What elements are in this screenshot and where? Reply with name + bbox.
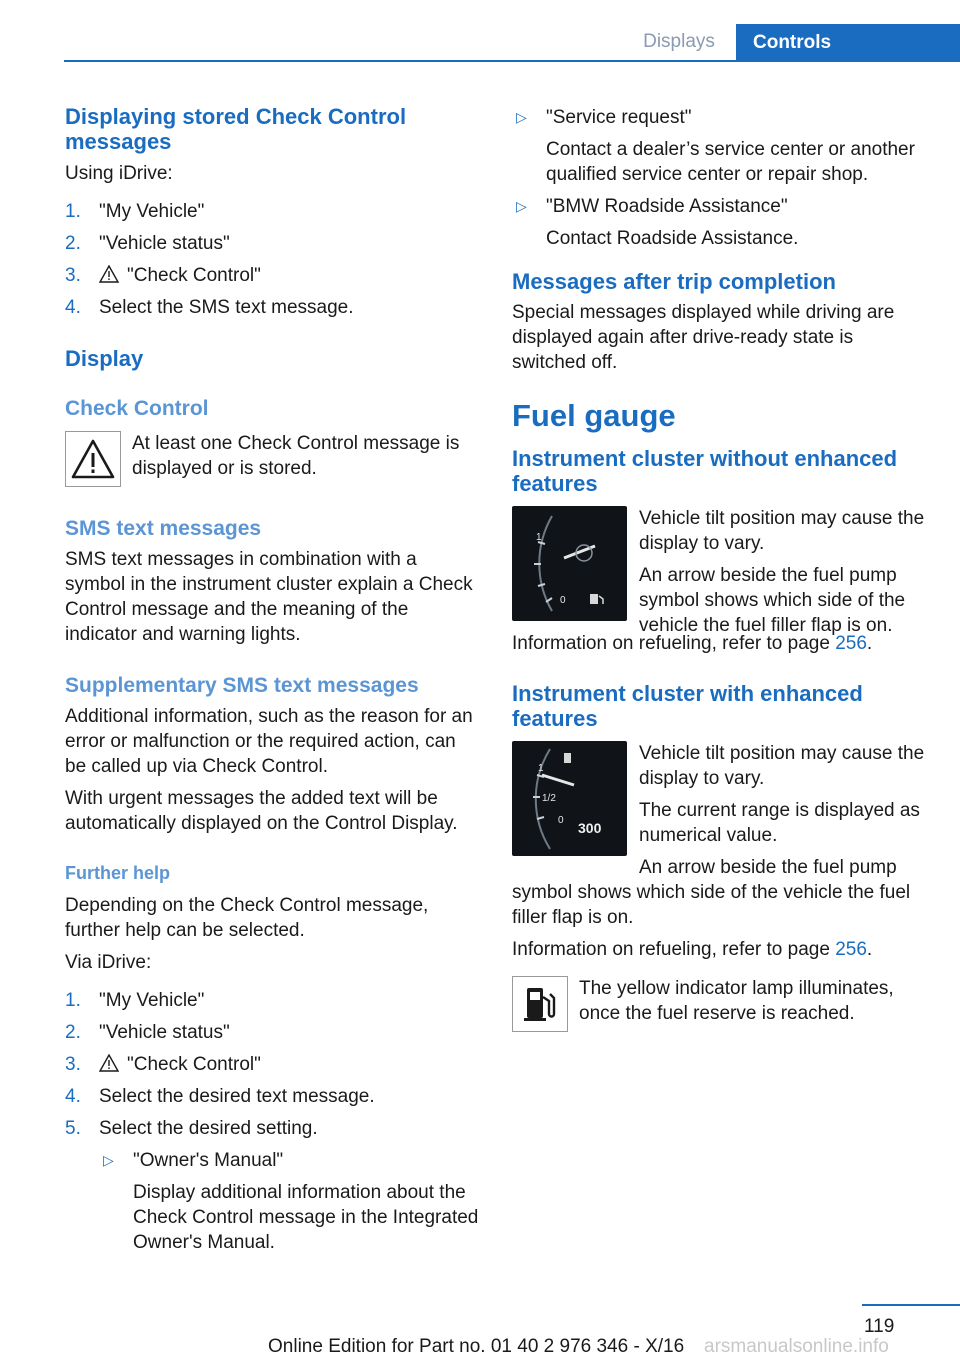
header-rule	[64, 60, 960, 62]
using-idrive-text: Using iDrive:	[65, 163, 173, 184]
fuel-gauge-block-2	[512, 741, 932, 930]
after-trip-text: Special messages displayed while driving are displayed again after drive-ready state is switched off.	[512, 302, 895, 373]
further-help-steps-list	[65, 988, 480, 1255]
edition-text: Online Edition for Part no. 01 40 2 976 346 - X/16	[268, 1336, 685, 1357]
list-item: 1. "My Vehicle"	[65, 201, 205, 222]
heading-display: Display	[65, 346, 144, 371]
heading-without-enhanced: Instrument cluster without enhanced features	[512, 446, 898, 496]
via-idrive-text: Via iDrive:	[65, 952, 152, 973]
idrive-steps-list	[65, 199, 480, 320]
check-control-block	[65, 431, 480, 491]
warning-triangle-icon	[99, 265, 119, 283]
tilt-text-1: Vehicle tilt position may cause the display to vary.	[639, 508, 925, 554]
refuel-info-2: Information on refueling, refer to page 256.	[512, 939, 873, 960]
range-text: The current range is displayed as numerical value.	[639, 800, 920, 846]
list-item: 3. "Check Control"	[65, 265, 261, 286]
setting-options-list-cont	[512, 105, 932, 251]
list-item: 4. Select the SMS text message.	[65, 297, 354, 318]
arrow-text-2: An arrow beside the fuel pump symbol shows which side of the vehicle the fuel filler flap is on.	[512, 857, 911, 928]
list-item: 4. Select the desired text message.	[65, 1086, 375, 1107]
refuel-info-1: Information on refueling, refer to page 256.	[512, 633, 873, 654]
fuel-lamp-block	[512, 976, 932, 1036]
heading-sms: SMS text messages	[65, 517, 262, 540]
gauge-label-0: 0	[558, 815, 564, 826]
further-help-text: Depending on the Check Control message, further help can be selected.	[65, 895, 429, 941]
left-column	[65, 100, 480, 1262]
watermark: arsmanualsonline.info	[704, 1336, 889, 1357]
check-control-icon	[65, 431, 121, 487]
list-item: ▷ "Owner's Manual" Display additional information about the Check Control message in the Integrated Owner's Manual.	[103, 1150, 479, 1253]
supplementary-text-2: With urgent messages the added text will be automatically displayed on the Control Display.	[65, 788, 458, 834]
check-control-text: At least one Check Control message is displayed or is stored.	[132, 433, 460, 479]
fuel-gauge-enhanced-image	[512, 741, 627, 856]
tab-controls[interactable]: Controls	[736, 24, 960, 62]
fuel-lamp-text: The yellow indicator lamp illuminates, once the fuel reserve is reached.	[579, 978, 894, 1024]
list-item: 5. Select the desired setting. ▷ "Owner's Manual" Display additional information about the Check Control message in the Integrated Owner's Manual.	[65, 1118, 479, 1253]
warning-triangle-icon	[99, 1054, 119, 1072]
setting-options-list	[65, 1148, 480, 1255]
list-item: 1. "My Vehicle"	[65, 990, 205, 1011]
list-item: ▷ "Service request" Contact a dealer’s service center or another qualified service center or repair shop.	[516, 107, 915, 185]
heading-with-enhanced: Instrument cluster with enhanced features	[512, 681, 863, 731]
page-number: 119	[864, 1316, 895, 1337]
right-column	[512, 100, 932, 1036]
footer-rule	[862, 1304, 960, 1306]
heading-after-trip: Messages after trip completion	[512, 269, 836, 294]
fuel-gauge-block-1	[512, 506, 932, 636]
page-link-256[interactable]: 256	[835, 939, 867, 960]
arrow-text-1: An arrow beside the fuel pump symbol shows which side of the vehicle the fuel filler flap is on.	[639, 565, 906, 636]
gauge-label-1: 1	[536, 532, 542, 543]
fuel-pump-icon	[512, 976, 568, 1032]
heading-fuel-gauge: Fuel gauge	[512, 398, 676, 433]
page-link-256[interactable]: 256	[835, 633, 867, 654]
supplementary-text-1: Additional information, such as the reason for an error or malfunction or the required action, can be called up via Check Control.	[65, 706, 473, 777]
gauge-label-half: 1/2	[542, 793, 556, 804]
tilt-text-2: Vehicle tilt position may cause the display to vary.	[639, 743, 925, 789]
heading-check-control: Check Control	[65, 397, 209, 420]
gauge-label-0: 0	[560, 595, 566, 606]
list-item: 2. "Vehicle status"	[65, 233, 230, 254]
list-item: 2. "Vehicle status"	[65, 1022, 230, 1043]
list-item: 3. "Check Control"	[65, 1054, 261, 1075]
gauge-label-1: 1	[538, 763, 544, 774]
heading-stored-messages: Displaying stored Check Control messages	[65, 104, 407, 154]
heading-supplementary-sms: Supplementary SMS text messages	[65, 674, 419, 697]
list-item: ▷ "BMW Roadside Assistance" Contact Roadside Assistance.	[516, 196, 799, 249]
fuel-gauge-image	[512, 506, 627, 621]
tab-displays[interactable]: Displays	[643, 31, 715, 52]
gauge-range-value: 300	[578, 820, 602, 836]
sms-text: SMS text messages in combination with a symbol in the instrument cluster explain a Check Control message and the meaning of the indicator and warning lights.	[65, 549, 473, 645]
heading-further-help: Further help	[65, 863, 171, 883]
